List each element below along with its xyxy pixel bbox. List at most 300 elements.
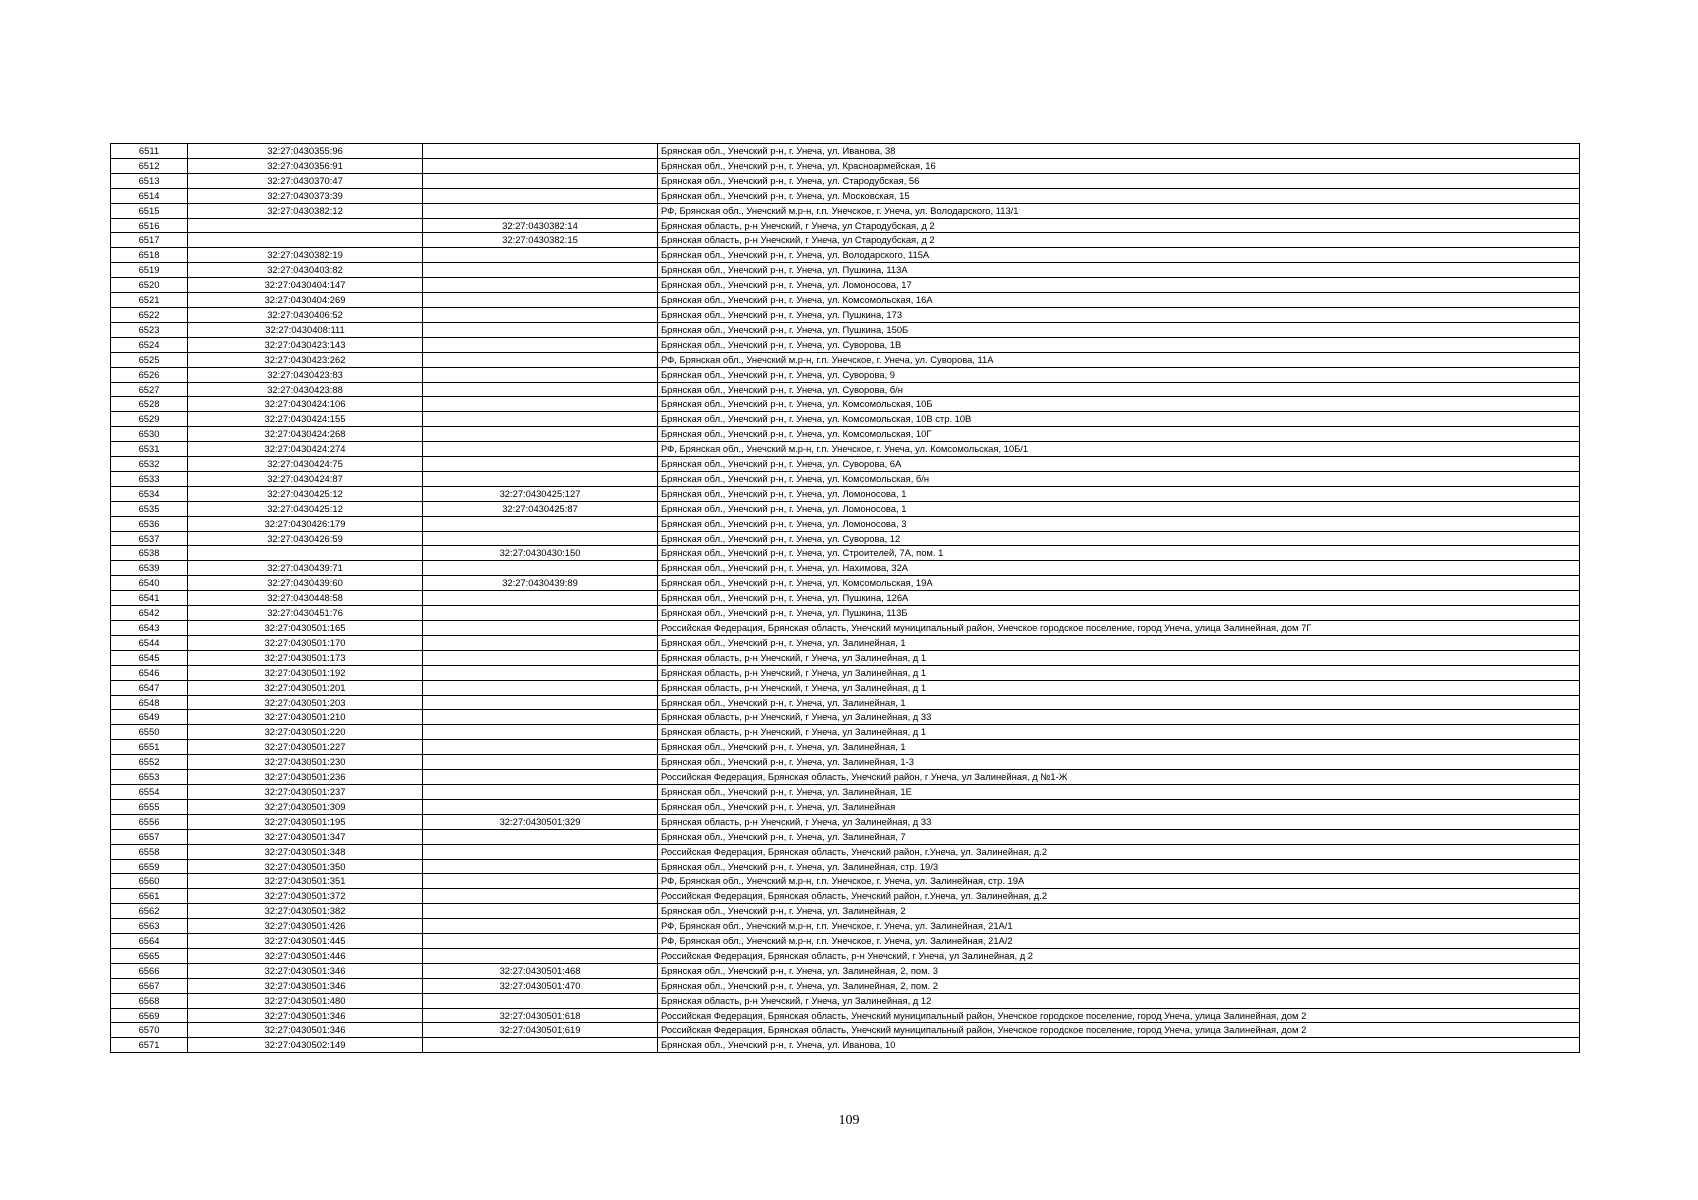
cadastral-number-cell: 32:27:0430426:59	[188, 531, 423, 546]
related-cadastral-number-cell	[423, 352, 658, 367]
address-cell: Брянская область, р-н Унечский, г Унеча, ул Залинейная, д 33	[658, 710, 1580, 725]
row-number-cell: 6565	[111, 948, 188, 963]
table-row	[111, 576, 1580, 591]
table-row	[111, 799, 1580, 814]
table-row	[111, 397, 1580, 412]
address-cell: РФ, Брянская обл., Унечский м.р-н, г.п. Унечское, г. Унеча, ул. Залинейная, 21А/1	[658, 919, 1580, 934]
table-row	[111, 978, 1580, 993]
related-cadastral-number-cell	[423, 397, 658, 412]
related-cadastral-number-cell	[423, 635, 658, 650]
table-row	[111, 367, 1580, 382]
cadastral-number-cell: 32:27:0430439:71	[188, 561, 423, 576]
address-cell: Брянская область, р-н Унечский, г Унеча, ул Залинейная, д 12	[658, 993, 1580, 1008]
cadastral-number-cell: 32:27:0430501:165	[188, 621, 423, 636]
row-number-cell: 6545	[111, 650, 188, 665]
address-cell: Брянская область, р-н Унечский, г Унеча, ул Залинейная, д 1	[658, 725, 1580, 740]
table-row	[111, 889, 1580, 904]
related-cadastral-number-cell	[423, 725, 658, 740]
cadastral-number-cell: 32:27:0430501:195	[188, 814, 423, 829]
address-cell: Брянская обл., Унечский р-н, г. Унеча, ул. Пушкина, 126А	[658, 591, 1580, 606]
row-number-cell: 6512	[111, 158, 188, 173]
cadastral-number-cell: 32:27:0430501:372	[188, 889, 423, 904]
related-cadastral-number-cell	[423, 874, 658, 889]
related-cadastral-number-cell: 32:27:0430430:150	[423, 546, 658, 561]
related-cadastral-number-cell	[423, 442, 658, 457]
cadastral-number-cell: 32:27:0430426:179	[188, 516, 423, 531]
cadastral-number-cell: 32:27:0430424:106	[188, 397, 423, 412]
table-row	[111, 621, 1580, 636]
table-row	[111, 203, 1580, 218]
related-cadastral-number-cell	[423, 740, 658, 755]
cadastral-number-cell: 32:27:0430424:87	[188, 471, 423, 486]
cadastral-number-cell: 32:27:0430448:58	[188, 591, 423, 606]
table-row	[111, 561, 1580, 576]
address-cell: Брянская обл., Унечский р-н, г. Унеча, ул. Залинейная, 2	[658, 904, 1580, 919]
address-cell: Российская Федерация, Брянская область, Унечский район, г.Унеча, ул. Залинейная, д.2	[658, 889, 1580, 904]
address-cell: Брянская обл., Унечский р-н, г. Унеча, ул. Пушкина, 173	[658, 307, 1580, 322]
table-row	[111, 725, 1580, 740]
row-number-cell: 6522	[111, 307, 188, 322]
related-cadastral-number-cell	[423, 650, 658, 665]
table-row	[111, 993, 1580, 1008]
cadastral-number-cell: 32:27:0430423:262	[188, 352, 423, 367]
related-cadastral-number-cell	[423, 158, 658, 173]
address-cell: Брянская область, р-н Унечский, г Унеча, ул Стародубская, д 2	[658, 218, 1580, 233]
cadastral-number-cell: 32:27:0430439:60	[188, 576, 423, 591]
related-cadastral-number-cell	[423, 695, 658, 710]
cadastral-number-cell: 32:27:0430356:91	[188, 158, 423, 173]
related-cadastral-number-cell	[423, 307, 658, 322]
row-number-cell: 6539	[111, 561, 188, 576]
related-cadastral-number-cell	[423, 993, 658, 1008]
address-cell: Брянская обл., Унечский р-н, г. Унеча, ул. Нахимова, 32А	[658, 561, 1580, 576]
table-row	[111, 412, 1580, 427]
cadastral-number-cell: 32:27:0430501:170	[188, 635, 423, 650]
row-number-cell: 6541	[111, 591, 188, 606]
table-row	[111, 710, 1580, 725]
cadastral-number-cell: 32:27:0430501:445	[188, 934, 423, 949]
table-row	[111, 546, 1580, 561]
row-number-cell: 6567	[111, 978, 188, 993]
row-number-cell: 6563	[111, 919, 188, 934]
table-row	[111, 486, 1580, 501]
row-number-cell: 6564	[111, 934, 188, 949]
related-cadastral-number-cell: 32:27:0430501:329	[423, 814, 658, 829]
related-cadastral-number-cell	[423, 799, 658, 814]
row-number-cell: 6530	[111, 427, 188, 442]
related-cadastral-number-cell	[423, 367, 658, 382]
row-number-cell: 6552	[111, 755, 188, 770]
cadastral-number-cell: 32:27:0430382:12	[188, 203, 423, 218]
cadastral-number-cell: 32:27:0430501:203	[188, 695, 423, 710]
address-cell: Брянская обл., Унечский р-н, г. Унеча, ул. Залинейная, 1-3	[658, 755, 1580, 770]
related-cadastral-number-cell	[423, 665, 658, 680]
table-row	[111, 442, 1580, 457]
row-number-cell: 6557	[111, 829, 188, 844]
related-cadastral-number-cell	[423, 531, 658, 546]
row-number-cell: 6526	[111, 367, 188, 382]
table-row	[111, 606, 1580, 621]
related-cadastral-number-cell	[423, 203, 658, 218]
row-number-cell: 6516	[111, 218, 188, 233]
address-cell: Брянская обл., Унечский р-н, г. Унеча, ул. Залинейная, 1	[658, 635, 1580, 650]
cadastral-number-cell: 32:27:0430423:143	[188, 337, 423, 352]
related-cadastral-number-cell: 32:27:0430425:127	[423, 486, 658, 501]
related-cadastral-number-cell	[423, 1038, 658, 1053]
cadastral-number-cell: 32:27:0430355:96	[188, 144, 423, 159]
address-cell: Брянская обл., Унечский р-н, г. Унеча, ул. Залинейная, 1	[658, 740, 1580, 755]
table-row	[111, 337, 1580, 352]
table-row	[111, 531, 1580, 546]
related-cadastral-number-cell	[423, 412, 658, 427]
related-cadastral-number-cell	[423, 144, 658, 159]
related-cadastral-number-cell	[423, 591, 658, 606]
cadastral-number-cell: 32:27:0430424:268	[188, 427, 423, 442]
table-row	[111, 665, 1580, 680]
table-row	[111, 919, 1580, 934]
related-cadastral-number-cell: 32:27:0430501:619	[423, 1023, 658, 1038]
related-cadastral-number-cell	[423, 948, 658, 963]
cadastral-number-cell: 32:27:0430424:75	[188, 457, 423, 472]
table-row	[111, 829, 1580, 844]
related-cadastral-number-cell	[423, 322, 658, 337]
related-cadastral-number-cell: 32:27:0430501:468	[423, 963, 658, 978]
address-cell: Брянская обл., Унечский р-н, г. Унеча, ул. Залинейная, 7	[658, 829, 1580, 844]
related-cadastral-number-cell	[423, 516, 658, 531]
table-row	[111, 814, 1580, 829]
table-body	[111, 144, 1580, 1053]
row-number-cell: 6549	[111, 710, 188, 725]
address-cell: РФ, Брянская обл., Унечский м.р-н, г.п. Унечское, г. Унеча, ул. Володарского, 113/1	[658, 203, 1580, 218]
cadastral-number-cell: 32:27:0430501:347	[188, 829, 423, 844]
table-row	[111, 934, 1580, 949]
row-number-cell: 6569	[111, 1008, 188, 1023]
cadastral-number-cell: 32:27:0430502:149	[188, 1038, 423, 1053]
row-number-cell: 6556	[111, 814, 188, 829]
address-cell: Брянская обл., Унечский р-н, г. Унеча, ул. Пушкина, 113А	[658, 263, 1580, 278]
related-cadastral-number-cell	[423, 621, 658, 636]
cadastral-number-cell: 32:27:0430501:201	[188, 680, 423, 695]
address-cell: Брянская обл., Унечский р-н, г. Унеча, ул. Залинейная, 1Е	[658, 784, 1580, 799]
address-cell: Брянская обл., Унечский р-н, г. Унеча, ул. Володарского, 115А	[658, 248, 1580, 263]
address-cell: Брянская обл., Унечский р-н, г. Унеча, ул. Иванова, 10	[658, 1038, 1580, 1053]
row-number-cell: 6547	[111, 680, 188, 695]
table-row	[111, 144, 1580, 159]
address-cell: Брянская обл., Унечский р-н, г. Унеча, ул. Залинейная, 2, пом. 2	[658, 978, 1580, 993]
cadastral-number-cell: 32:27:0430403:82	[188, 263, 423, 278]
row-number-cell: 6535	[111, 501, 188, 516]
row-number-cell: 6558	[111, 844, 188, 859]
related-cadastral-number-cell: 32:27:0430439:89	[423, 576, 658, 591]
row-number-cell: 6518	[111, 248, 188, 263]
address-cell: Брянская обл., Унечский р-н, г. Унеча, ул. Пушкина, 150Б	[658, 322, 1580, 337]
address-cell: Брянская область, р-н Унечский, г Унеча, ул Залинейная, д 1	[658, 650, 1580, 665]
table-row	[111, 650, 1580, 665]
row-number-cell: 6537	[111, 531, 188, 546]
row-number-cell: 6542	[111, 606, 188, 621]
cadastral-number-cell: 32:27:0430501:220	[188, 725, 423, 740]
row-number-cell: 6520	[111, 278, 188, 293]
table-row	[111, 322, 1580, 337]
address-cell: Российская Федерация, Брянская область, Унечский район, г.Унеча, ул. Залинейная, д.2	[658, 844, 1580, 859]
address-cell: РФ, Брянская обл., Унечский м.р-н, г.п. Унечское, г. Унеча, ул. Залинейная, 21А/2	[658, 934, 1580, 949]
table-row	[111, 307, 1580, 322]
related-cadastral-number-cell	[423, 382, 658, 397]
address-cell: Брянская область, р-н Унечский, г Унеча, ул Стародубская, д 2	[658, 233, 1580, 248]
address-cell: Брянская обл., Унечский р-н, г. Унеча, ул. Суворова, б/н	[658, 382, 1580, 397]
row-number-cell: 6538	[111, 546, 188, 561]
table-row	[111, 635, 1580, 650]
related-cadastral-number-cell	[423, 278, 658, 293]
address-cell: Брянская обл., Унечский р-н, г. Унеча, ул. Комсомольская, 10Б	[658, 397, 1580, 412]
cadastral-number-cell: 32:27:0430501:426	[188, 919, 423, 934]
row-number-cell: 6548	[111, 695, 188, 710]
related-cadastral-number-cell	[423, 188, 658, 203]
address-cell: Брянская область, р-н Унечский, г Унеча, ул Залинейная, д 1	[658, 680, 1580, 695]
address-cell: Брянская обл., Унечский р-н, г. Унеча, ул. Московская, 15	[658, 188, 1580, 203]
row-number-cell: 6544	[111, 635, 188, 650]
row-number-cell: 6531	[111, 442, 188, 457]
table-row	[111, 457, 1580, 472]
related-cadastral-number-cell: 32:27:0430382:15	[423, 233, 658, 248]
address-cell: Брянская обл., Унечский р-н, г. Унеча, ул. Строителей, 7А, пом. 1	[658, 546, 1580, 561]
registry-table	[110, 143, 1580, 1053]
address-cell: Брянская обл., Унечский р-н, г. Унеча, ул. Комсомольская, 19А	[658, 576, 1580, 591]
table-row	[111, 278, 1580, 293]
related-cadastral-number-cell	[423, 606, 658, 621]
row-number-cell: 6559	[111, 859, 188, 874]
cadastral-number-cell: 32:27:0430408:111	[188, 322, 423, 337]
row-number-cell: 6571	[111, 1038, 188, 1053]
table-row	[111, 784, 1580, 799]
table-row	[111, 904, 1580, 919]
table-row	[111, 695, 1580, 710]
related-cadastral-number-cell: 32:27:0430382:14	[423, 218, 658, 233]
cadastral-number-cell	[188, 233, 423, 248]
cadastral-number-cell: 32:27:0430501:346	[188, 978, 423, 993]
address-cell: Брянская обл., Унечский р-н, г. Унеча, ул. Суворова, 6А	[658, 457, 1580, 472]
cadastral-number-cell: 32:27:0430501:346	[188, 1023, 423, 1038]
table-row	[111, 680, 1580, 695]
address-cell: Брянская обл., Унечский р-н, г. Унеча, ул. Суворова, 9	[658, 367, 1580, 382]
row-number-cell: 6570	[111, 1023, 188, 1038]
related-cadastral-number-cell	[423, 755, 658, 770]
related-cadastral-number-cell	[423, 829, 658, 844]
address-cell: Брянская обл., Унечский р-н, г. Унеча, ул. Ломоносова, 1	[658, 486, 1580, 501]
address-cell: Брянская обл., Унечский р-н, г. Унеча, ул. Пушкина, 113Б	[658, 606, 1580, 621]
related-cadastral-number-cell	[423, 457, 658, 472]
cadastral-number-cell: 32:27:0430501:173	[188, 650, 423, 665]
address-cell: Российская Федерация, Брянская область, Унечский муниципальный район, Унечское городское поселение, город Унеча, улица Залинейная, дом 7Г	[658, 621, 1580, 636]
cadastral-number-cell: 32:27:0430406:52	[188, 307, 423, 322]
address-cell: Российская Федерация, Брянская область, Унечский муниципальный район, Унечское городское поселение, город Унеча, улица Залинейная, дом 2	[658, 1008, 1580, 1023]
address-cell: Брянская обл., Унечский р-н, г. Унеча, ул. Суворова, 12	[658, 531, 1580, 546]
table-row	[111, 158, 1580, 173]
table-row	[111, 1038, 1580, 1053]
table-row	[111, 859, 1580, 874]
related-cadastral-number-cell	[423, 263, 658, 278]
row-number-cell: 6555	[111, 799, 188, 814]
row-number-cell: 6551	[111, 740, 188, 755]
cadastral-number-cell: 32:27:0430501:192	[188, 665, 423, 680]
cadastral-number-cell: 32:27:0430501:346	[188, 963, 423, 978]
row-number-cell: 6534	[111, 486, 188, 501]
cadastral-number-cell: 32:27:0430425:12	[188, 486, 423, 501]
related-cadastral-number-cell: 32:27:0430501:618	[423, 1008, 658, 1023]
related-cadastral-number-cell	[423, 561, 658, 576]
row-number-cell: 6523	[111, 322, 188, 337]
row-number-cell: 6543	[111, 621, 188, 636]
row-number-cell: 6528	[111, 397, 188, 412]
cadastral-number-cell: 32:27:0430501:237	[188, 784, 423, 799]
cadastral-number-cell: 32:27:0430501:350	[188, 859, 423, 874]
related-cadastral-number-cell	[423, 934, 658, 949]
related-cadastral-number-cell: 32:27:0430425:87	[423, 501, 658, 516]
table-row	[111, 352, 1580, 367]
cadastral-number-cell: 32:27:0430501:210	[188, 710, 423, 725]
row-number-cell: 6533	[111, 471, 188, 486]
row-number-cell: 6513	[111, 173, 188, 188]
related-cadastral-number-cell	[423, 173, 658, 188]
related-cadastral-number-cell	[423, 337, 658, 352]
row-number-cell: 6529	[111, 412, 188, 427]
table-row	[111, 471, 1580, 486]
table-row	[111, 501, 1580, 516]
row-number-cell: 6524	[111, 337, 188, 352]
address-cell: Российская Федерация, Брянская область, Унечский муниципальный район, Унечское городское поселение, город Унеча, улица Залинейная, дом 2	[658, 1023, 1580, 1038]
table-row	[111, 293, 1580, 308]
cadastral-number-cell: 32:27:0430501:230	[188, 755, 423, 770]
address-cell: Брянская обл., Унечский р-н, г. Унеча, ул. Залинейная	[658, 799, 1580, 814]
address-cell: Брянская область, р-н Унечский, г Унеча, ул Залинейная, д 33	[658, 814, 1580, 829]
page-number: 109	[838, 1113, 860, 1128]
address-cell: РФ, Брянская обл., Унечский м.р-н, г.п. Унечское, г. Унеча, ул. Комсомольская, 10Б/1	[658, 442, 1580, 457]
row-number-cell: 6536	[111, 516, 188, 531]
row-number-cell: 6514	[111, 188, 188, 203]
table-row	[111, 233, 1580, 248]
table-row	[111, 740, 1580, 755]
related-cadastral-number-cell	[423, 471, 658, 486]
cadastral-number-cell: 32:27:0430451:76	[188, 606, 423, 621]
address-cell: Брянская обл., Унечский р-н, г. Унеча, ул. Суворова, 1В	[658, 337, 1580, 352]
row-number-cell: 6560	[111, 874, 188, 889]
address-cell: Брянская обл., Унечский р-н, г. Унеча, ул. Ломоносова, 3	[658, 516, 1580, 531]
cadastral-number-cell: 32:27:0430501:382	[188, 904, 423, 919]
registry-table-container	[110, 143, 1580, 1053]
cadastral-number-cell: 32:27:0430424:274	[188, 442, 423, 457]
address-cell: Брянская область, р-н Унечский, г Унеча, ул Залинейная, д 1	[658, 665, 1580, 680]
address-cell: РФ, Брянская обл., Унечский м.р-н, г.п. Унечское, г. Унеча, ул. Залинейная, стр. 19А	[658, 874, 1580, 889]
row-number-cell: 6527	[111, 382, 188, 397]
address-cell: РФ, Брянская обл., Унечский м.р-н, г.п. Унечское, г. Унеча, ул. Суворова, 11А	[658, 352, 1580, 367]
row-number-cell: 6515	[111, 203, 188, 218]
cadastral-number-cell: 32:27:0430424:155	[188, 412, 423, 427]
row-number-cell: 6568	[111, 993, 188, 1008]
row-number-cell: 6553	[111, 770, 188, 785]
row-number-cell: 6540	[111, 576, 188, 591]
cadastral-number-cell: 32:27:0430501:309	[188, 799, 423, 814]
table-row	[111, 382, 1580, 397]
row-number-cell: 6561	[111, 889, 188, 904]
related-cadastral-number-cell: 32:27:0430501:470	[423, 978, 658, 993]
row-number-cell: 6521	[111, 293, 188, 308]
table-row	[111, 874, 1580, 889]
table-row	[111, 844, 1580, 859]
row-number-cell: 6550	[111, 725, 188, 740]
row-number-cell: 6511	[111, 144, 188, 159]
row-number-cell: 6566	[111, 963, 188, 978]
cadastral-number-cell: 32:27:0430425:12	[188, 501, 423, 516]
cadastral-number-cell: 32:27:0430373:39	[188, 188, 423, 203]
table-row	[111, 1023, 1580, 1038]
table-row	[111, 173, 1580, 188]
cadastral-number-cell: 32:27:0430370:47	[188, 173, 423, 188]
table-row	[111, 427, 1580, 442]
table-row	[111, 755, 1580, 770]
address-cell: Брянская обл., Унечский р-н, г. Унеча, ул. Комсомольская, 16А	[658, 293, 1580, 308]
cadastral-number-cell	[188, 546, 423, 561]
table-row	[111, 218, 1580, 233]
row-number-cell: 6554	[111, 784, 188, 799]
address-cell: Брянская обл., Унечский р-н, г. Унеча, ул. Иванова, 38	[658, 144, 1580, 159]
related-cadastral-number-cell	[423, 844, 658, 859]
address-cell: Брянская обл., Унечский р-н, г. Унеча, ул. Комсомольская, 10В стр. 10В	[658, 412, 1580, 427]
cadastral-number-cell: 32:27:0430423:83	[188, 367, 423, 382]
related-cadastral-number-cell	[423, 859, 658, 874]
related-cadastral-number-cell	[423, 919, 658, 934]
row-number-cell: 6517	[111, 233, 188, 248]
cadastral-number-cell: 32:27:0430501:480	[188, 993, 423, 1008]
row-number-cell: 6562	[111, 904, 188, 919]
related-cadastral-number-cell	[423, 427, 658, 442]
address-cell: Брянская обл., Унечский р-н, г. Унеча, ул. Залинейная, стр. 19/3	[658, 859, 1580, 874]
row-number-cell: 6532	[111, 457, 188, 472]
table-row	[111, 188, 1580, 203]
address-cell: Брянская обл., Унечский р-н, г. Унеча, ул. Залинейная, 1	[658, 695, 1580, 710]
table-row	[111, 248, 1580, 263]
table-row	[111, 591, 1580, 606]
cadastral-number-cell: 32:27:0430501:227	[188, 740, 423, 755]
table-row	[111, 1008, 1580, 1023]
address-cell: Брянская обл., Унечский р-н, г. Унеча, ул. Залинейная, 2, пом. 3	[658, 963, 1580, 978]
cadastral-number-cell: 32:27:0430404:147	[188, 278, 423, 293]
cadastral-number-cell: 32:27:0430501:351	[188, 874, 423, 889]
table-row	[111, 516, 1580, 531]
related-cadastral-number-cell	[423, 904, 658, 919]
table-row	[111, 263, 1580, 278]
address-cell: Брянская обл., Унечский р-н, г. Унеча, ул. Ломоносова, 17	[658, 278, 1580, 293]
cadastral-number-cell: 32:27:0430382:19	[188, 248, 423, 263]
row-number-cell: 6525	[111, 352, 188, 367]
related-cadastral-number-cell	[423, 889, 658, 904]
address-cell: Брянская обл., Унечский р-н, г. Унеча, ул. Ломоносова, 1	[658, 501, 1580, 516]
related-cadastral-number-cell	[423, 248, 658, 263]
related-cadastral-number-cell	[423, 680, 658, 695]
table-row	[111, 963, 1580, 978]
row-number-cell: 6519	[111, 263, 188, 278]
row-number-cell: 6546	[111, 665, 188, 680]
related-cadastral-number-cell	[423, 293, 658, 308]
address-cell: Российская Федерация, Брянская область, р-н Унечский, г Унеча, ул Залинейная, д 2	[658, 948, 1580, 963]
address-cell: Брянская обл., Унечский р-н, г. Унеча, ул. Комсомольская, б/н	[658, 471, 1580, 486]
address-cell: Брянская обл., Унечский р-н, г. Унеча, ул. Стародубская, 56	[658, 173, 1580, 188]
table-row	[111, 770, 1580, 785]
address-cell: Российская Федерация, Брянская область, Унечский район, г Унеча, ул Залинейная, д №1-Ж	[658, 770, 1580, 785]
cadastral-number-cell: 32:27:0430501:348	[188, 844, 423, 859]
address-cell: Брянская обл., Унечский р-н, г. Унеча, ул. Комсомольская, 10Г	[658, 427, 1580, 442]
cadastral-number-cell: 32:27:0430501:446	[188, 948, 423, 963]
related-cadastral-number-cell	[423, 784, 658, 799]
